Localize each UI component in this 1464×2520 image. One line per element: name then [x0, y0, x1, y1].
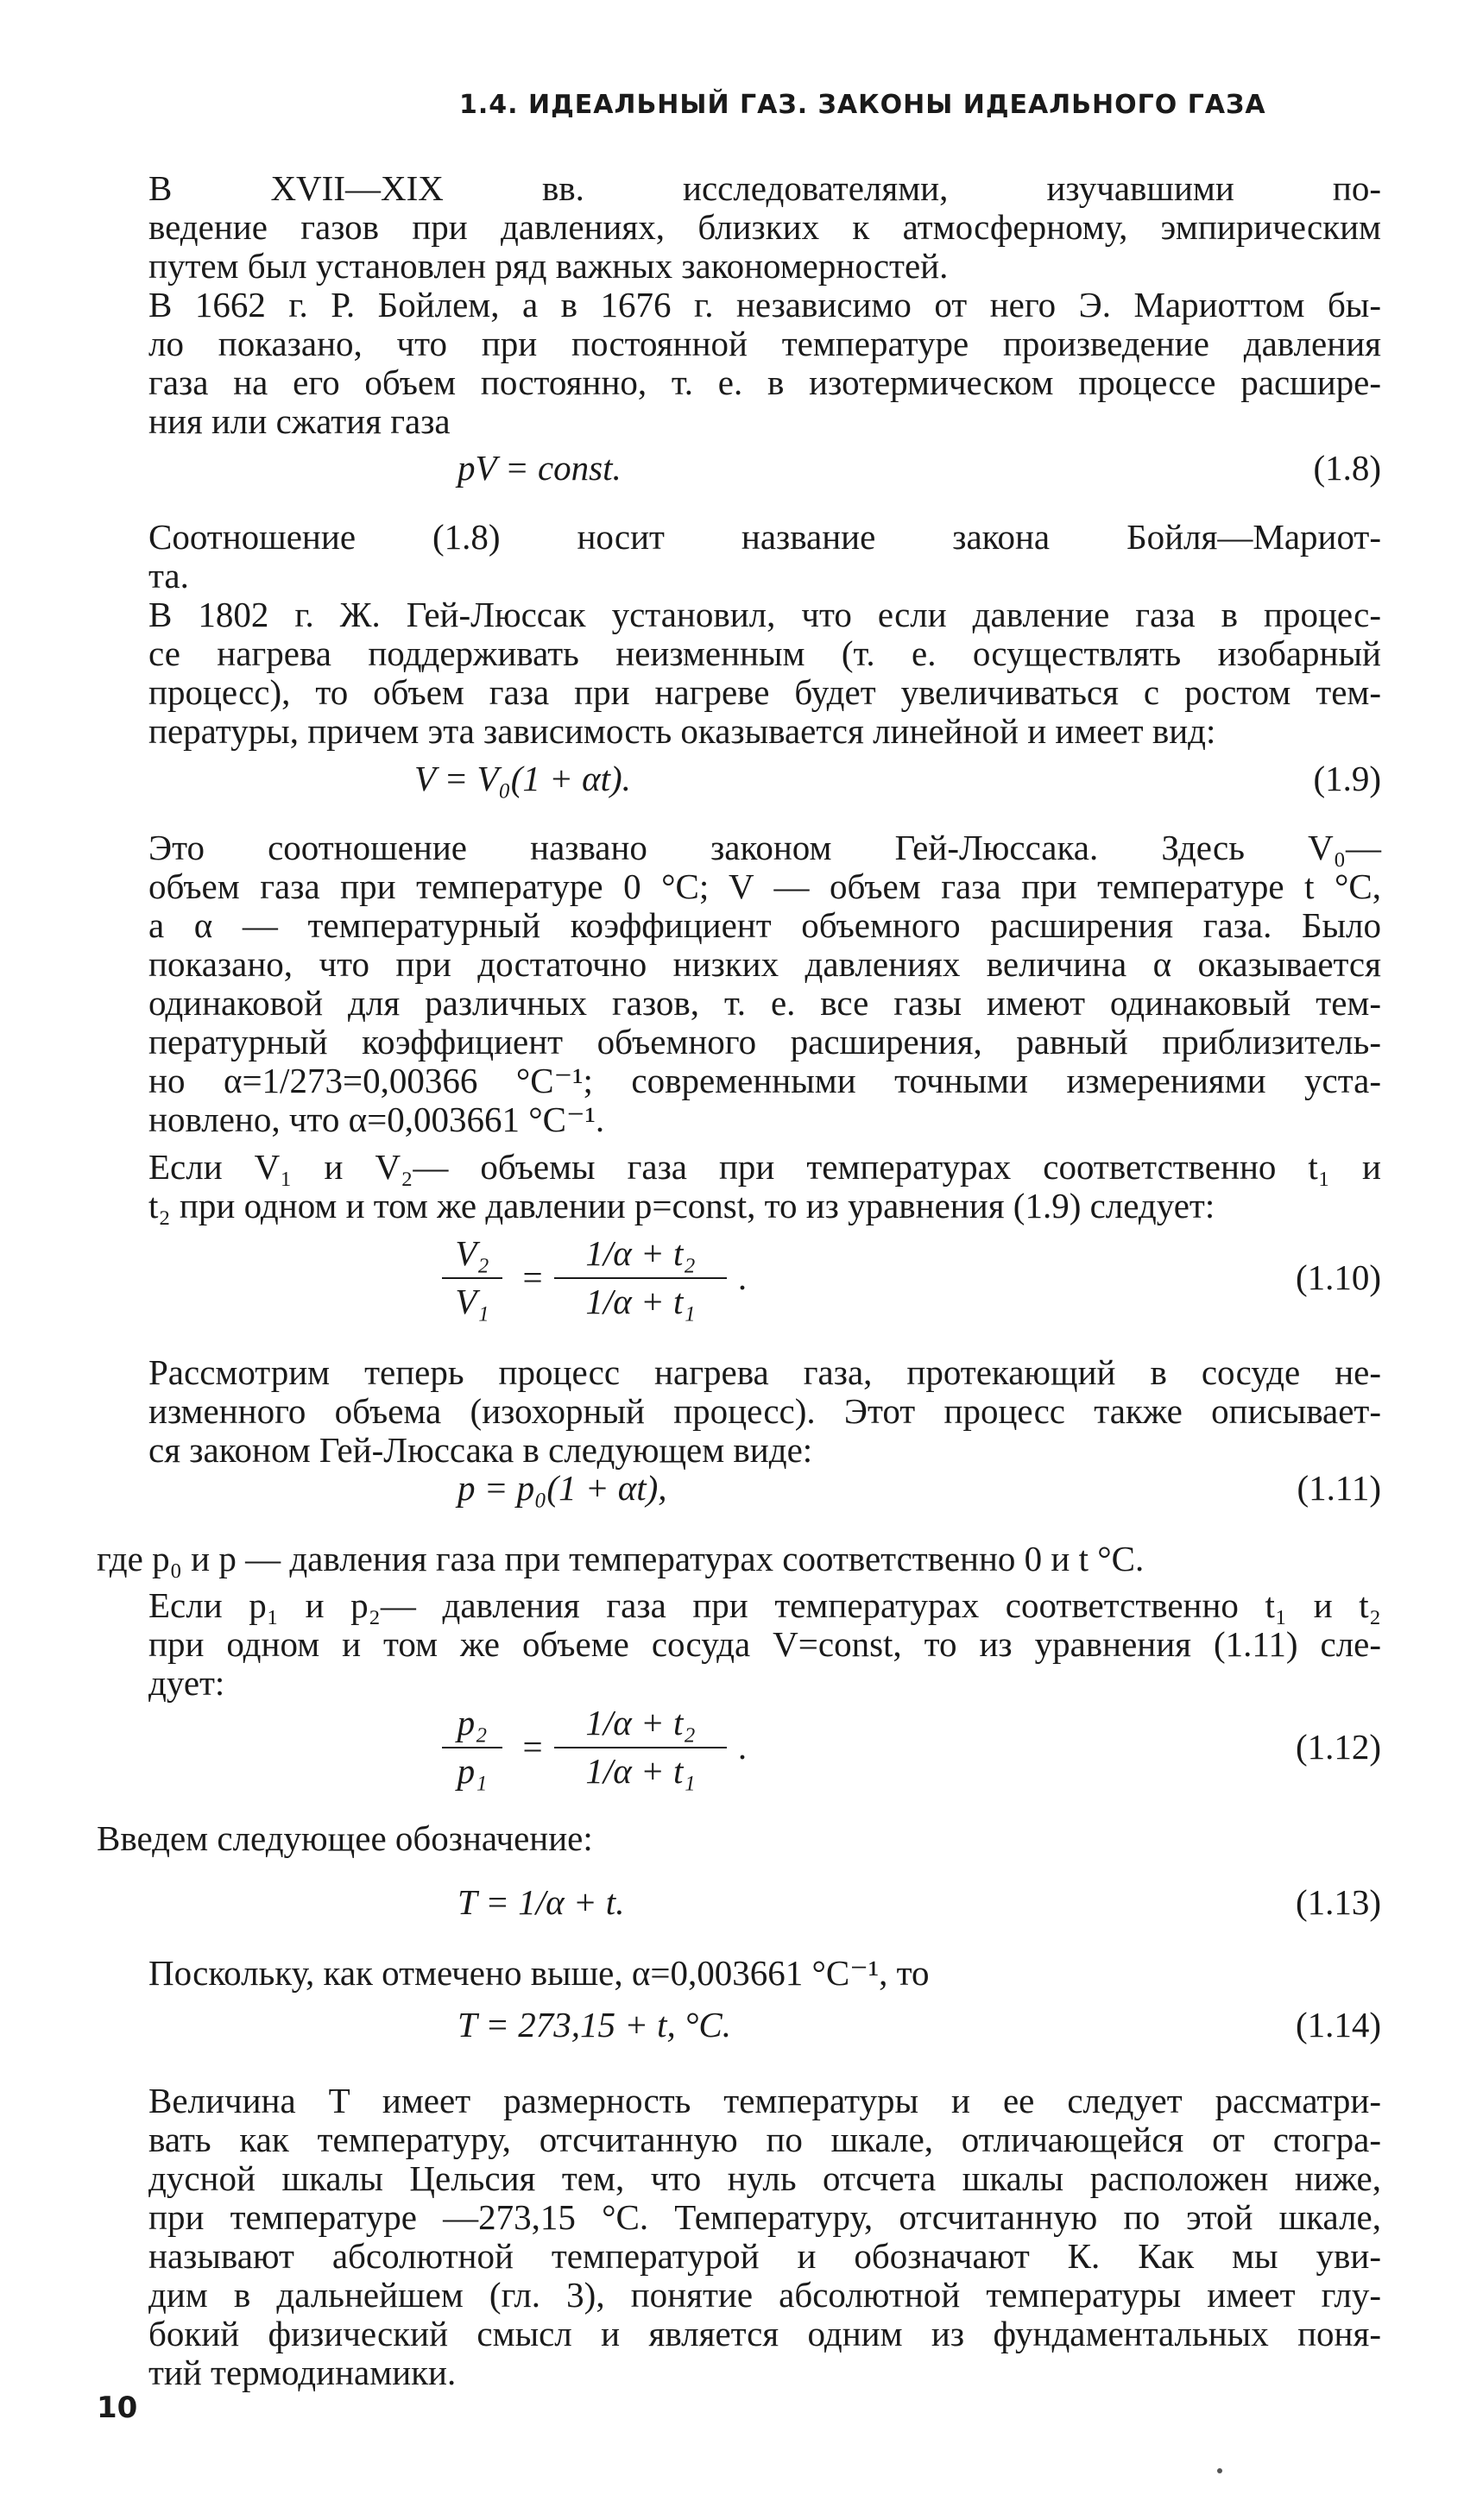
equation-number: (1.9) — [1313, 759, 1381, 798]
paragraph-volumes — [97, 1148, 1381, 1225]
equals-sign: = — [522, 1257, 543, 1297]
fraction-numerator: 1/α + t₂ — [585, 1703, 696, 1742]
text-line: дусной шкалы Цельсия тем, что нуль отсчета шкалы расположен ниже, — [148, 2158, 1381, 2198]
text-line: дим в дальнейшем (гл. 3), понятие абсолютной температуры имеет глу- — [148, 2275, 1381, 2315]
text-line: изменного объема (изохорный процесс). Этот процесс также описывает- — [148, 1391, 1381, 1431]
page-number: 10 — [97, 2391, 138, 2425]
equation-number: (1.11) — [1297, 1468, 1381, 1508]
text-line: пературный коэффициент объемного расширения, равный приблизитель- — [148, 1022, 1381, 1062]
text-line: та. — [148, 556, 189, 595]
text-line: Если p₁ и p₂— давления газа при температурах соответственно t₁ и t₂ — [148, 1585, 1381, 1625]
equation-1-9 — [97, 758, 1381, 801]
fraction-bar — [442, 1277, 502, 1279]
text-line: новлено, что α=0,003661 °C⁻¹. — [148, 1099, 605, 1139]
print-speck — [1217, 2468, 1222, 2473]
equation-1-8 — [97, 447, 1381, 490]
text-line: но α=1/273=0,00366 °C⁻¹; современными точными измерениями уста- — [148, 1061, 1381, 1100]
fraction-bar — [442, 1747, 502, 1748]
fraction-numerator: p₂ — [457, 1703, 488, 1742]
paragraph-intro — [97, 169, 1381, 286]
text-line: ния или сжатия газа — [148, 401, 451, 441]
equation-formula: pV = const. — [458, 448, 622, 488]
text-line: Рассмотрим теперь процесс нагрева газа, протекающий в сосуде не- — [148, 1352, 1381, 1392]
text-line: при одном и том же объеме сосуда V=const, то из уравнения (1.11) сле- — [148, 1624, 1381, 1664]
equals-sign: = — [522, 1727, 543, 1767]
text-line: а α — температурный коэффициент объемного расширения газа. Было — [148, 905, 1381, 945]
text-line: процесс), то объем газа при нагреве будет увеличиваться с ростом тем- — [148, 672, 1381, 712]
equation-formula: V = V₀(1 + αt). — [414, 759, 631, 798]
paragraph-coefficient — [97, 828, 1381, 1139]
fraction-denominator: 1/α + t₁ — [585, 1751, 696, 1791]
text-line: ведение газов при давлениях, близких к атмосферному, эмпирическим — [148, 207, 1381, 247]
fraction-denominator: V₁ — [455, 1282, 489, 1321]
equation-1-13 — [97, 1881, 1381, 1925]
text-line: где p₀ и p — давления газа при температурах соответственно 0 и t °C. — [97, 1539, 1145, 1578]
equation-1-10 — [97, 1232, 1381, 1336]
fraction-numerator: 1/α + t₂ — [585, 1233, 696, 1273]
text-line: тий термодинамики. — [148, 2353, 457, 2392]
text-line: пературы, причем эта зависимость оказывается линейной и имеет вид: — [148, 711, 1216, 751]
equation-1-14 — [97, 2004, 1381, 2047]
text-line: дует: — [148, 1663, 225, 1703]
text-line: Это соотношение названо законом Гей-Люссака. Здесь V₀— — [148, 828, 1381, 867]
equation-1-12 — [97, 1702, 1381, 1805]
text-line: показано, что при достаточно низких давлениях величина α оказывается — [148, 944, 1381, 984]
equation-1-11 — [97, 1467, 1381, 1510]
paragraph-pressures — [97, 1540, 1381, 1578]
text-line: се нагрева поддерживать неизменным (т. е. осуществлять изобарный — [148, 633, 1381, 673]
fraction-numerator: V₂ — [455, 1233, 489, 1273]
equation-formula: T = 1/α + t. — [458, 1882, 625, 1922]
paragraph-since — [97, 1954, 1381, 1993]
equation-formula: p = p₀(1 + αt), — [458, 1468, 667, 1508]
text-line: ло показано, что при постоянной температуре произведение давления — [148, 324, 1381, 363]
section-header: 1.4. ИДЕАЛЬНЫЙ ГАЗ. ЗАКОНЫ ИДЕАЛЬНОГО ГАЗА — [459, 90, 1266, 120]
text-line: Введем следующее обозначение: — [97, 1818, 593, 1858]
text-line: Поскольку, как отмечено выше, α=0,003661 °C⁻¹, то — [148, 1953, 930, 1993]
text-line: при температуре —273,15 °C. Температуру, отсчитанную по этой шкале, — [148, 2197, 1381, 2237]
period: . — [737, 1727, 748, 1767]
text-line: называют абсолютной температурой и обозначают К. Как мы уви- — [148, 2236, 1381, 2276]
text-line: объем газа при температуре 0 °C; V — объем газа при температуре t °C, — [148, 866, 1381, 906]
paragraph-pressure-ratio — [97, 1586, 1381, 1703]
text-line: газа на его объем постоянно, т. е. в изотермическом процессе расшире- — [148, 362, 1381, 402]
fraction-denominator: p₁ — [457, 1751, 488, 1791]
equation-number: (1.8) — [1313, 448, 1381, 488]
equation-number: (1.13) — [1295, 1882, 1381, 1922]
text-line: В 1802 г. Ж. Гей-Люссак установил, что если давление газа в процес- — [148, 595, 1381, 634]
text-line: Если V₁ и V₂— объемы газа при температурах соответственно t₁ и — [148, 1147, 1381, 1187]
fraction-bar — [554, 1277, 727, 1279]
book-page — [97, 0, 1381, 2520]
equation-number: (1.10) — [1295, 1257, 1381, 1297]
text-line: бокий физический смысл и является одним из фундаментальных поня- — [148, 2314, 1381, 2353]
text-line: Величина T имеет размерность температуры и ее следует рассматри- — [148, 2081, 1381, 2120]
fraction-bar — [554, 1747, 727, 1748]
paragraph-boyle-law — [97, 518, 1381, 595]
equation-formula: T = 273,15 + t, °C. — [458, 2005, 732, 2044]
equation-number: (1.14) — [1295, 2005, 1381, 2044]
text-line: Соотношение (1.8) носит название закона Бойля—Мариот- — [148, 517, 1381, 557]
paragraph-isochoric — [97, 1353, 1381, 1470]
paragraph-absolute-temperature — [97, 2082, 1381, 2392]
text-line: В 1662 г. Р. Бойлем, а в 1676 г. независимо от него Э. Мариоттом бы- — [148, 285, 1381, 324]
text-line: В XVII—XIX вв. исследователями, изучавшими по- — [148, 168, 1381, 208]
period: . — [737, 1257, 748, 1297]
paragraph-boyle — [97, 286, 1381, 441]
paragraph-gay-lussac — [97, 595, 1381, 751]
text-line: вать как температуру, отсчитанную по шкале, отличающейся от стогра- — [148, 2120, 1381, 2159]
text-line: путем был установлен ряд важных закономерностей. — [148, 246, 949, 286]
text-line: одинаковой для различных газов, т. е. все газы имеют одинаковый тем- — [148, 983, 1381, 1023]
text-line: ся законом Гей-Люссака в следующем виде: — [148, 1430, 813, 1470]
fraction-denominator: 1/α + t₁ — [585, 1282, 696, 1321]
paragraph-notation — [97, 1819, 1381, 1858]
equation-number: (1.12) — [1295, 1727, 1381, 1767]
text-line: t₂ при одном и том же давлении p=const, то из уравнения (1.9) следует: — [148, 1186, 1215, 1225]
